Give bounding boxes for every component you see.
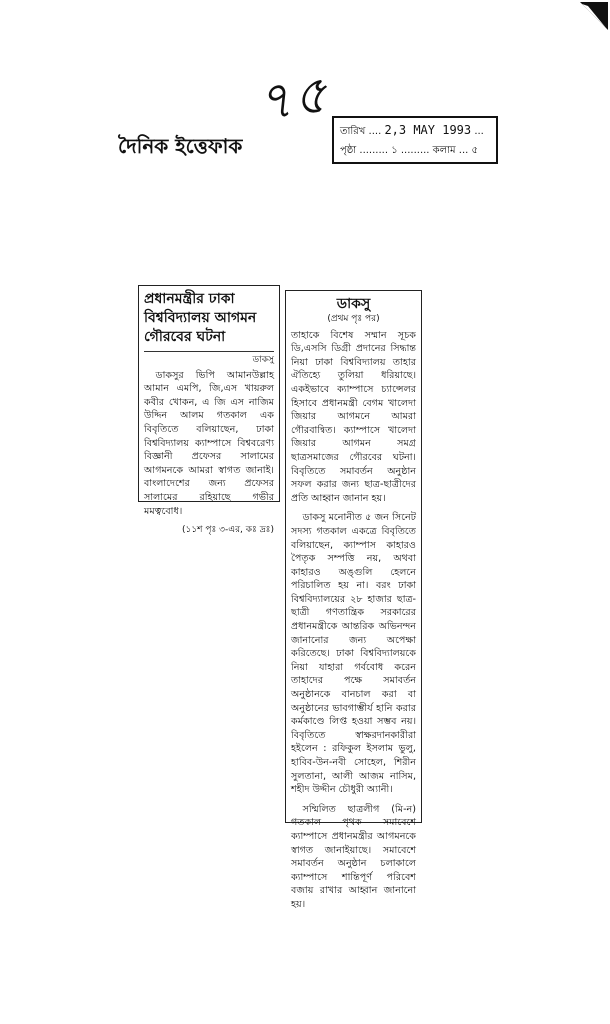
page-column-row: পৃষ্ঠা ......... ১ ......... কলাম ... ৫ [340, 145, 478, 156]
newspaper-name: দৈনিক ইত্তেফাক [118, 134, 243, 158]
date-value: 2,3 MAY 1993 [384, 123, 472, 137]
page-label: পৃষ্ঠা [340, 145, 357, 156]
date-stamp [332, 116, 498, 164]
left-news-clipping [138, 285, 280, 536]
date-row: তারিখ .... 2,3 MAY 1993 ... [340, 123, 484, 137]
clipping-body: ডাকসুর ভিপি আমানউল্লাহ আমান এমপি, জি,এস খায়রুল কবীর খোকন, এ জি এস নাজিম উদ্দিন আলম গতকাল এক বিবৃতিতে বলিয়াছেন, ঢাকা বিশ্ববিদ্যালয় ক্যাম্পাসে বিশ্ববরেণ্য বিজ্ঞানী প্রফেসর সালামের আগমনকে আমরা স্বাগত জানাই। বাংলাদেশের জন্য প্রফেসর সালামের রহিয়াছে গভীর মমত্ববোধ। [144, 369, 274, 517]
right-news-clipping [285, 290, 422, 910]
clipping-paragraph: তাহাকে বিশেষ সম্মান সূচক ডি,এসসি ডিগ্রী প্রদানের সিদ্ধান্ত নিয়া ঢাকা বিশ্ববিদ্যালয় তাহার ঐতিহ্যে তুলিয়া ধরিয়াছে। একইভাবে ক্যাম্পাসে চ্যান্সেলর হিসাবে প্রধানমন্ত্রী বেগম খালেদা জিয়ার আগমনে আমরা গৌরবান্বিত। ক্যাম্পাসে খালেদা জিয়ার আগমন সমগ্র ছাত্রসমাজের গৌরবের ঘটনা। বিবৃতিতে সমাবর্তন অনুষ্ঠান সফল করার জন্য ছাত্র-ছাত্রীদের প্রতি আহ্বান জানান হয়। [291, 329, 416, 504]
column-label: কলাম [432, 145, 456, 156]
handwritten-page-number: ৭৫ [253, 64, 334, 134]
clipping-paragraph: সম্মিলিত ছাত্রলীগ (মি-ন) গতকাল পৃথক সমাবেশে ক্যাম্পাসে প্রধানমন্ত্রীর আগমনকে স্বাগত জানাইয়াছে। সমাবেশে সমাবর্তন অনুষ্ঠান চলাকালে ক্যাম্পাসে শান্তিপূর্ণ পরিবেশ বজায় রাখার আহ্বান জানানো হয়। [291, 803, 416, 910]
date-label: তারিখ [340, 126, 366, 137]
clipping-paragraph: ডাকসু মনোনীত ৫ জন সিনেট সদস্য গতকাল একত্রে বিবৃতিতে বলিয়াছেন, ক্যাম্পাস কাহারও পৈতৃক সম্পত্তি নয়, অথবা কাহারও অঙ্গুলি হেলনে পরিচালিত হয় না। বরং ঢাকা বিশ্ববিদ্যালয়ের ২৮ হাজার ছাত্র-ছাত্রী গণতান্ত্রিক সরকারের প্রধানমন্ত্রীকে আন্তরিক অভিনন্দন জানানোর জন্য অপেক্ষা করিতেছে। ঢাকা বিশ্ববিদ্যালয়কে নিয়া যাহারা গর্ববোধ করেন তাহাদের পক্ষে সমাবর্তন অনুষ্ঠানকে বানচাল করা বা অনুষ্ঠানের ভাবগাম্ভীর্য হানি করার কর্মকাণ্ডে লিপ্ত হওয়া সম্ভব নয়। বিবৃতিতে স্বাক্ষরদানকারীরা হইলেন : রফিকুল ইসলাম ভুলু, হাবিব-উন-নবী সোহেল, শিরীন সুলতানা, আলী আজম নাসিম, শহীদ উদ্দীন চৌধুরী অ্যানী। [291, 512, 416, 796]
clipping-byline: ডাকসু [252, 355, 274, 365]
column-value: ৫ [471, 145, 478, 156]
continuation-note: (১১শ পৃঃ ৩-এর, কঃ দ্রঃ) [181, 525, 274, 536]
corner-fold-icon [576, 0, 610, 34]
page-value: ১ [391, 145, 398, 156]
clipping-subtitle: (প্রথম পৃঃ পর) [327, 314, 380, 324]
clipping-title: ডাকসু [336, 296, 371, 312]
clipping-headline: প্রধানমন্ত্রীর ঢাকা বিশ্ববিদ্যালয় আগমন গৌরবের ঘটনা [144, 290, 274, 352]
